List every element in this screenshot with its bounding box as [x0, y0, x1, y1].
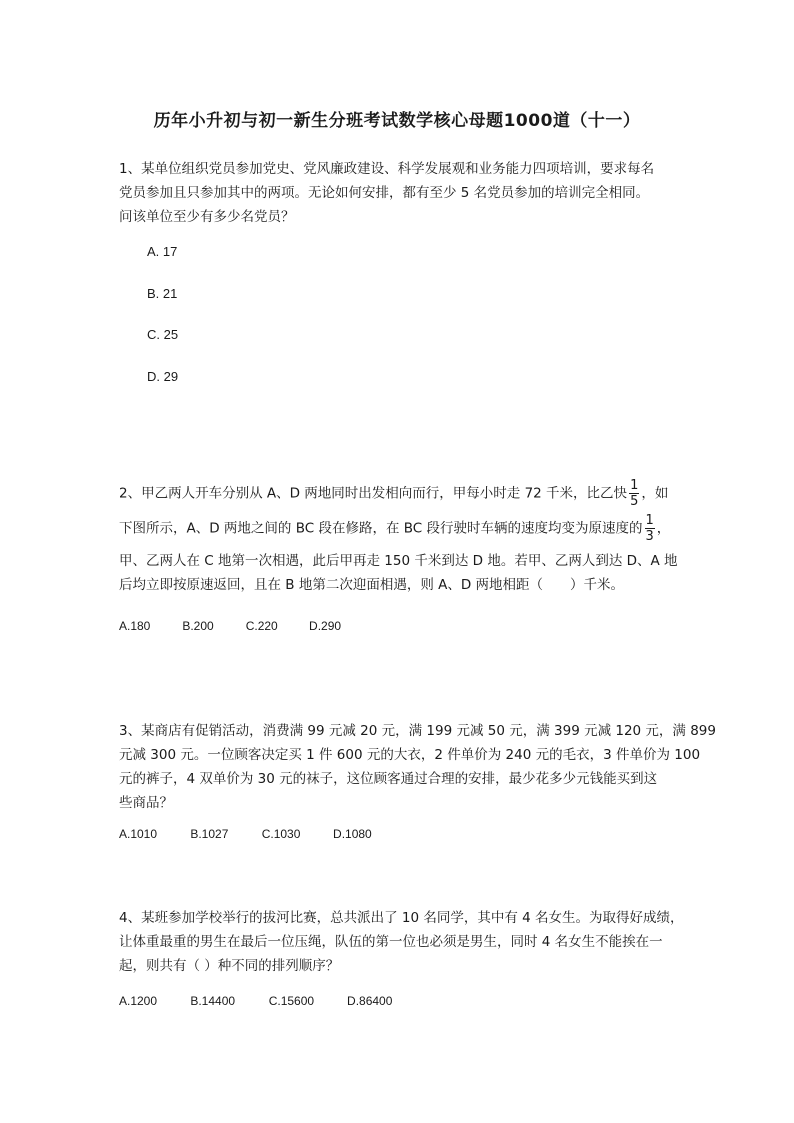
fraction-denominator: 5 — [630, 494, 639, 509]
question-3-option-a: A.1010 — [119, 827, 158, 841]
question-4-option-b: B.14400 — [190, 994, 236, 1008]
question-1-line: 党员参加且只参加其中的两项。无论如何安排，都有至少 5 名党员参加的培训完全相同。 — [119, 185, 650, 201]
question-1-line: 问该单位至少有多少名党员？ — [119, 209, 295, 225]
question-1-text — [119, 157, 679, 229]
question-4-line: 4、某班参加学校举行的拔河比赛，总共派出了 10 名同学，其中有 4 名女生。为取得好成绩， — [119, 910, 684, 926]
fraction-denominator: 3 — [645, 529, 654, 544]
question-2-options — [119, 619, 341, 633]
question-1-line: 1、某单位组织党员参加党史、党风廉政建设、科学发展观和业务能力四项培训，要求每名 — [119, 161, 655, 177]
question-2-option-d: D.290 — [309, 619, 342, 633]
question-2-line-2b: ， — [656, 520, 671, 537]
question-2-line: 后均立即按原速返回，且在 B 地第二次迎面相遇，则 A、D 两地相距（ ）千米。 — [119, 577, 625, 593]
question-2-line: 甲、乙两人在 C 地第一次相遇，此后甲再走 150 千米到达 D 地。若甲、乙两人到达 D、A 地 — [119, 553, 678, 569]
fraction-numerator: 1 — [645, 513, 654, 528]
question-3-options — [119, 827, 372, 841]
question-2-line-1a: 2、甲乙两人开车分别从 A、D 两地同时出发相向而行，甲每小时走 72 千米，比乙快 — [119, 485, 628, 502]
fraction-one-fifth — [629, 478, 639, 509]
question-1-option-b: B. 21 — [147, 286, 178, 301]
fraction-numerator: 1 — [630, 478, 639, 493]
question-3-line: 元减 300 元。一位顾客决定买 1 件 600 元的大衣，2 件单价为 240 元的毛衣，3 件单价为 100 — [119, 747, 701, 763]
question-4-line: 起，则共有（ ）种不同的排列顺序？ — [119, 958, 340, 974]
question-3-option-c: C.1030 — [261, 827, 301, 841]
question-1-option-d: D. 29 — [147, 369, 179, 384]
question-2-option-b: B.200 — [182, 619, 214, 633]
fraction-one-third — [645, 513, 655, 544]
question-4-option-d: D.86400 — [347, 994, 393, 1008]
question-2-text — [119, 478, 689, 597]
question-2-option-c: C.220 — [245, 619, 278, 633]
question-4-text — [119, 906, 684, 978]
question-1-option-c: C. 25 — [147, 327, 179, 342]
question-3-line: 3、某商店有促销活动，消费满 99 元减 20 元，满 199 元减 50 元，满 399 元减 120 元，满 899 — [119, 723, 716, 739]
question-4-option-c: C.15600 — [268, 994, 315, 1008]
question-2-line — [119, 513, 689, 547]
question-4-line: 让体重最重的男生在最后一位压绳，队伍的第一位也必须是男生，同时 4 名女生不能挨在一 — [119, 934, 663, 950]
question-3-option-d: D.1080 — [333, 827, 372, 841]
question-2-line-1b: ，如 — [641, 485, 669, 502]
question-3-text — [119, 719, 716, 815]
question-2-option-a: A.180 — [119, 619, 151, 633]
question-3-line: 元的裤子，4 双单价为 30 元的袜子，这位顾客通过合理的安排，最少花多少元钱能买到这 — [119, 771, 658, 787]
question-4-option-a: A.1200 — [119, 994, 158, 1008]
page-title: 历年小升初与初一新生分班考试数学核心母题1000道（十一） — [153, 111, 641, 131]
question-1-option-a: A. 17 — [147, 244, 178, 259]
question-2-line-2a: 下图所示，A、D 两地之间的 BC 段在修路，在 BC 段行驶时车辆的速度均变为原速度的 — [119, 520, 643, 537]
question-3-line: 些商品？ — [119, 795, 173, 811]
question-3-option-b: B.1027 — [190, 827, 229, 841]
question-2-line — [119, 478, 689, 508]
question-4-options — [119, 994, 392, 1008]
